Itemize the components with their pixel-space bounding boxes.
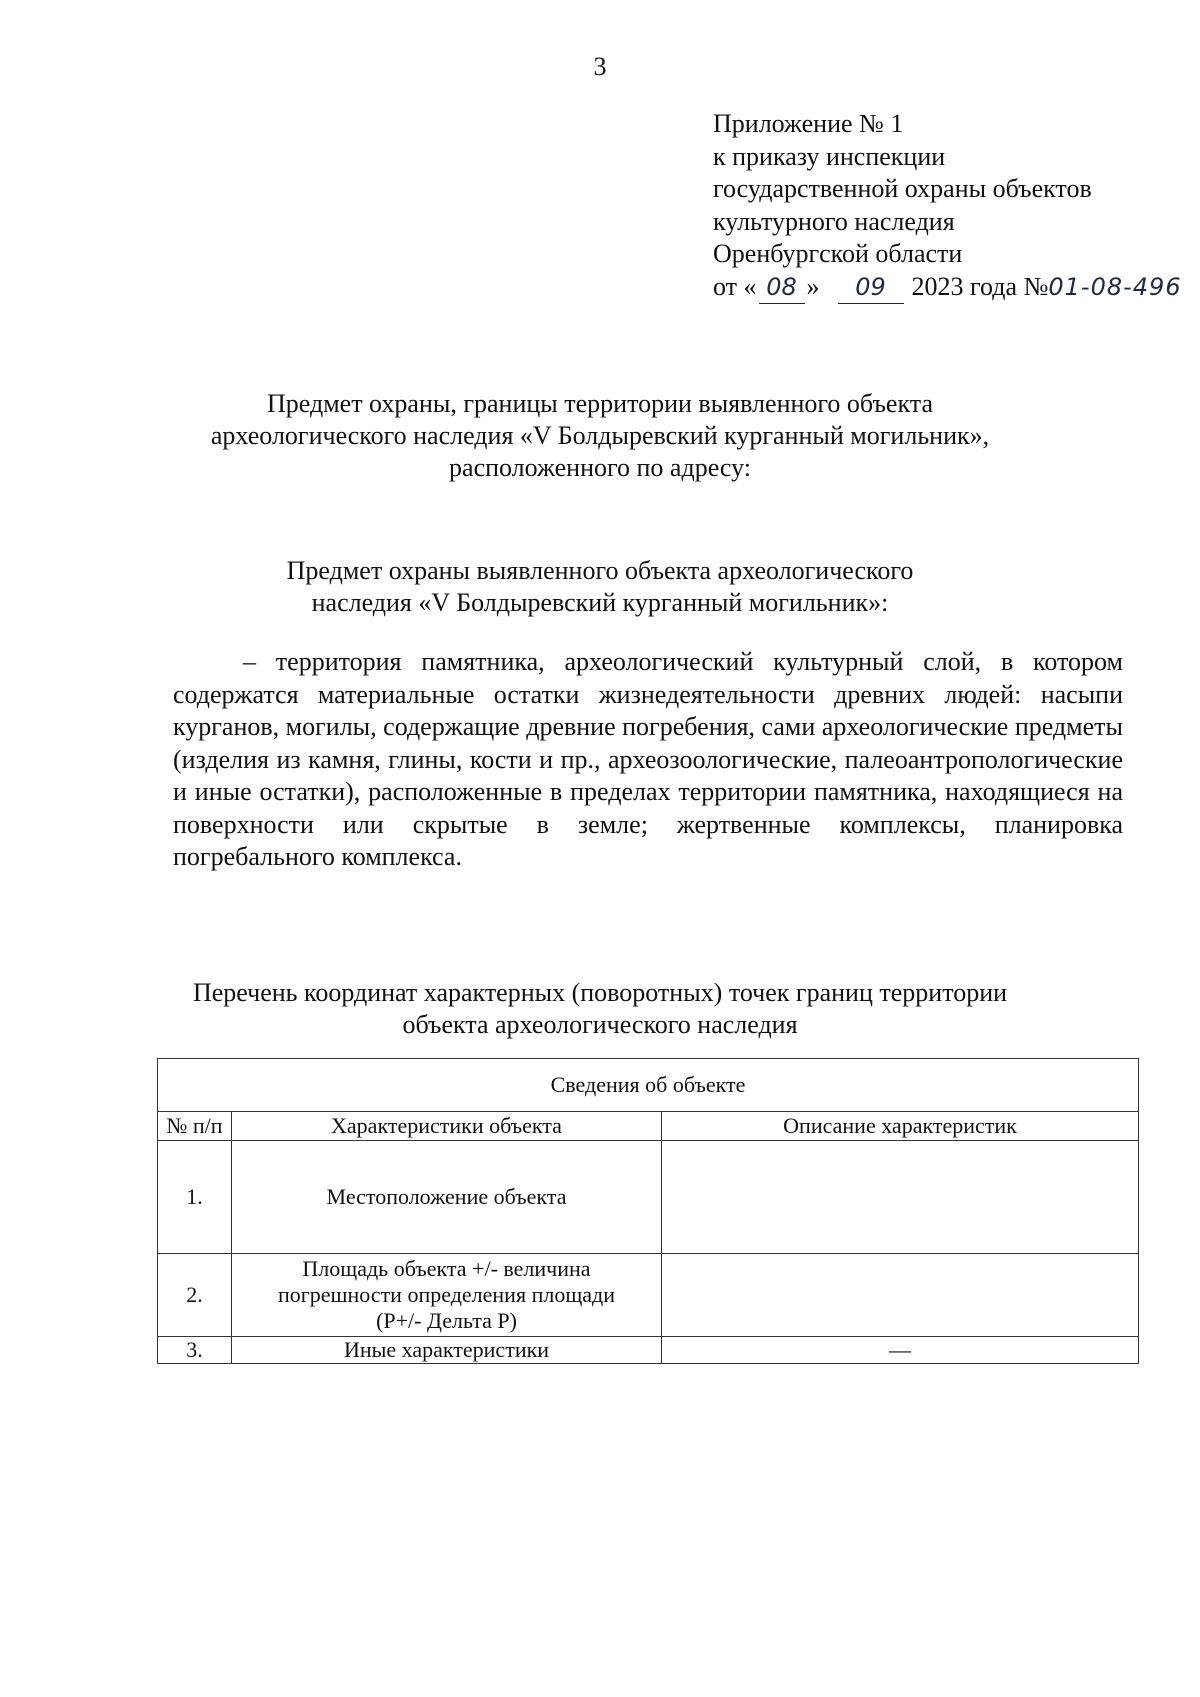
title-line: наследия «V Болдыревский курганный могильник»: — [311, 588, 889, 617]
row-description: — — [662, 1337, 1139, 1364]
handwritten-order-number: 01-08-496 — [1048, 272, 1182, 301]
subject-title — [0, 555, 1200, 619]
appendix-line: Оренбургской области — [713, 239, 963, 268]
date-year: 2023 года № — [911, 271, 1049, 301]
table-header-row — [158, 1112, 1139, 1141]
appendix-line: к приказу инспекции — [713, 141, 946, 171]
row-characteristic: Местоположение объекта — [232, 1141, 662, 1254]
table-row — [158, 1337, 1139, 1364]
row-description — [662, 1254, 1139, 1337]
characteristic-line: Площадь объекта +/- величина — [302, 1256, 591, 1281]
table-caption: Сведения об объекте — [158, 1059, 1139, 1112]
title-line: Перечень координат характерных (поворотных) точек границ территории — [192, 978, 1008, 1007]
row-characteristic — [232, 1254, 662, 1337]
appendix-line: Приложение № 1 — [713, 109, 904, 138]
title-line: Предмет охраны, границы территории выявленного объекта — [267, 389, 933, 418]
row-description — [662, 1141, 1139, 1254]
appendix-date-line — [713, 271, 1182, 305]
handwritten-month: 09 — [838, 271, 904, 305]
column-header: № п/п — [158, 1112, 232, 1141]
subject-description: – территория памятника, археологический культурный слой, в котором содержатся материальные остатки жизнедеятельности древних людей: насыпи курганов, могилы, содержащие древние погребения, сами археологические предметы (изделия из камня, глины, кости и пр., археозоологические, палеоантропологические и иные остатки), расположенные в пределах территории памятника, находящиеся на поверхности или скрытые в земле; жертвенные комплексы, планировка погребального комплекса. — [173, 647, 1123, 871]
date-close-quote: » — [806, 271, 820, 301]
title-line: Предмет охраны выявленного объекта археологического — [286, 556, 914, 585]
row-number: 2. — [158, 1254, 232, 1337]
handwritten-day: 08 — [759, 271, 805, 305]
title-line: расположенного по адресу: — [449, 453, 751, 482]
column-header: Описание характеристик — [662, 1112, 1139, 1141]
row-number: 1. — [158, 1141, 232, 1254]
characteristic-line: погрешности определения площади — [277, 1282, 615, 1307]
coordinates-title — [0, 977, 1200, 1041]
object-info-table — [157, 1058, 1139, 1364]
row-characteristic: Иные характеристики — [232, 1337, 662, 1364]
table-row — [158, 1141, 1139, 1254]
appendix-line: государственной охраны объектов — [713, 174, 1092, 203]
main-title — [0, 388, 1200, 484]
date-prefix: от « — [713, 271, 757, 301]
table-caption-row — [158, 1059, 1139, 1112]
table-row — [158, 1254, 1139, 1337]
title-line: археологического наследия «V Болдыревский курганный могильник», — [210, 421, 990, 450]
characteristic-line: (Р+/- Дельта Р) — [376, 1308, 517, 1333]
row-number: 3. — [158, 1337, 232, 1364]
page-number: 3 — [593, 52, 607, 81]
appendix-header — [713, 108, 1182, 304]
appendix-line: культурного наследия — [713, 206, 955, 236]
column-header: Характеристики объекта — [232, 1112, 662, 1141]
title-line: объекта археологического наследия — [402, 1010, 798, 1039]
